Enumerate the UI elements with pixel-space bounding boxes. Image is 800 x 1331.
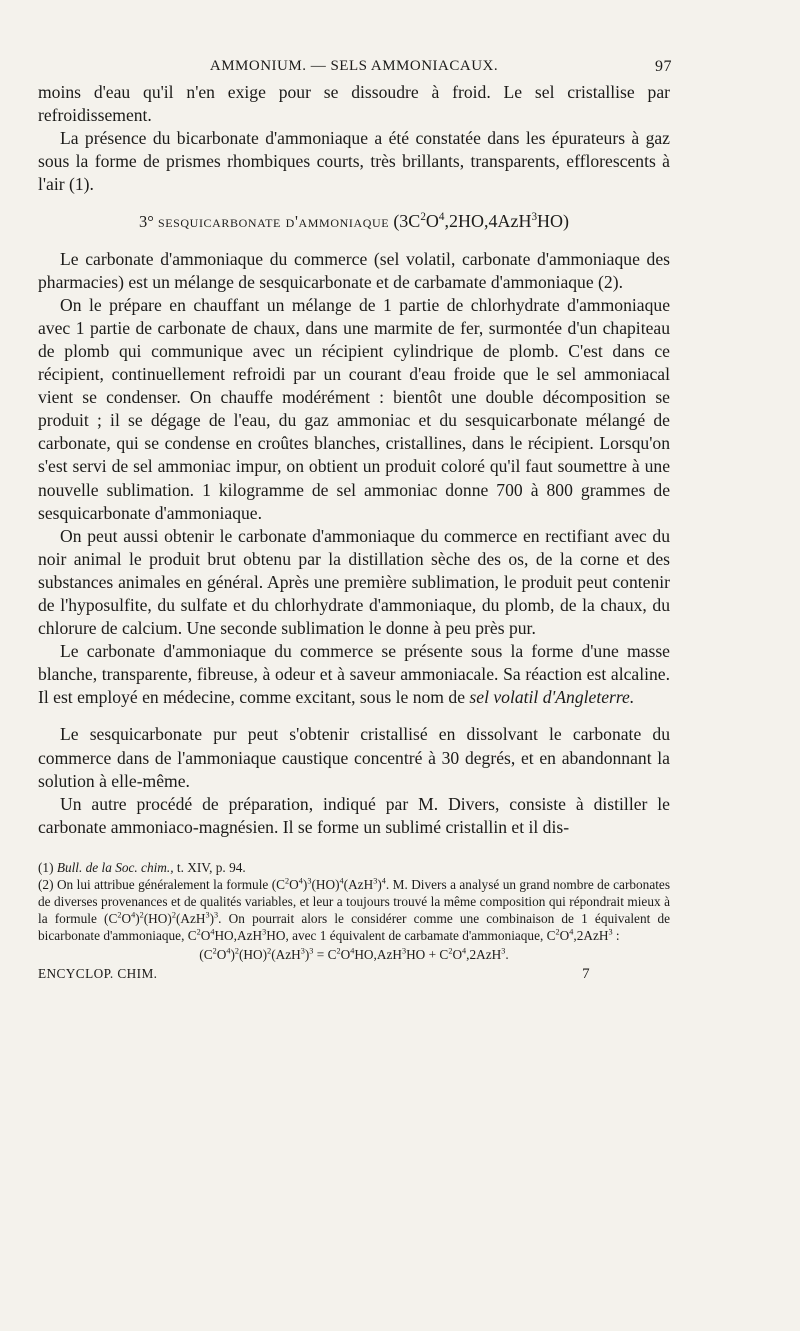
formula: $(C^2O^4)^3(HO)^4(AzH^3)^4$ xyxy=(271,876,386,892)
section-heading xyxy=(38,210,670,233)
footnote-1 xyxy=(38,860,670,877)
paragraph: Le sesquicarbonate pur peut s'obtenir cristallisé en dissolvant le carbonate du commerce dans de l'ammoniaque caustique concentré à 30 degrés, et en abandonnant la solution à elle-même. xyxy=(38,724,670,791)
section-number: 3° xyxy=(138,212,154,232)
paragraph: Le carbonate d'ammoniaque du commerce (sel volatil, carbonate d'ammoniaque des pharmacies) est un mélange de sesquicarbonate et de carbamate d'ammoniaque (2). xyxy=(38,248,670,292)
footnote-mark: (2) xyxy=(38,876,54,892)
section-title: sesquicarbonate d'ammoniaque xyxy=(157,212,390,232)
paragraph: On le prépare en chauffant un mélange de 1 partie de chlorhydrate d'ammoniaque avec 1 partie de carbonate de chaux, dans une marmite de fer, surmontée d'un chapiteau de plomb qui communique avec un récipient cylindrique de plomb. C'est dans ce récipient, continuellement refroidi par un courant d'eau froide que le sel ammoniacal vient se condenser. On chauffe modérément : bientôt une double décomposition se produit ; il se dégage de l'eau, du gaz ammoniac et du sesquicarbonate mélangé de carbonate, qui se condense en croûtes blanches, cristallines, dans le récipient. Lorsqu'on s'est servi de sel ammoniac impur, on obtient un produit coloré qu'il faut soumettre à une nouvelle sublimation. 1 kilogramme de sel ammoniac donne 700 à 800 grammes de sesquicarbonate d'ammoniaque. xyxy=(38,294,670,523)
formula: $C^2O^4HO,AzH^3HO$ xyxy=(187,927,286,943)
paragraph xyxy=(38,640,670,709)
document-page xyxy=(38,58,670,983)
footnote-text: On lui attribue généralement la formule xyxy=(56,876,269,892)
footnotes xyxy=(38,860,670,964)
formula: $(C^2O^4)^2(HO)^2(AzH^3)^3$ xyxy=(104,910,219,926)
formula: $C^2O^4,2AzH^3$ xyxy=(546,927,613,943)
footnote-equation: $(C^2O^4)^2(HO)^2(AzH^3)^3 = C^2O^4HO,AzH^3HO + C^2O^4,2AzH^3$. xyxy=(199,947,509,963)
running-title: AMMONIUM. — SELS AMMONIACAUX. xyxy=(209,58,499,74)
footnote-source: Bull. de la Soc. chim., xyxy=(56,859,174,875)
footnote-mark: (1) xyxy=(38,859,54,875)
footnote-2 xyxy=(38,877,670,945)
footer-left: ENCYCLOP. CHIM. xyxy=(38,966,158,982)
paragraph: moins d'eau qu'il n'en exige pour se dissoudre à froid. Le sel cristallise par refroidissement. xyxy=(38,82,670,126)
footnote-text: . M. Divers a analysé un grand nombre de carbonates de diverses provenances et de qualités variables, et leur a toujours trouvé la même composition qui répondrait mieux à la formule xyxy=(38,876,671,926)
running-header xyxy=(38,58,670,75)
body-text xyxy=(38,81,670,839)
paragraph: On peut aussi obtenir le carbonate d'ammoniaque du commerce en rectifiant avec du noir animal le produit brut obtenu par la distillation sèche des os, de la corne et des substances animales en général. Après une première sublimation, le produit peut contenir de l'hyposulfite, du sulfate et du chlorhydrate d'ammoniaque, du plomb, de la chaux, du chlorure de calcium. Une seconde sublimation le donne à peu près pur. xyxy=(38,525,670,639)
footnote-ref: t. XIV, p. 94. xyxy=(176,859,246,875)
paragraph: La présence du bicarbonate d'ammoniaque a été constatée dans les épurateurs à gaz sous la forme de prismes rhombiques courts, très brillants, transparents, efflorescents à l'air (1). xyxy=(38,128,670,195)
page-number: 97 xyxy=(655,58,672,75)
sheet-signature: 7 xyxy=(582,966,590,983)
footnote-text: , avec 1 équivalent de carbamate d'ammoniaque, xyxy=(285,927,544,943)
paragraph-gap xyxy=(38,709,670,723)
paragraph: Un autre procédé de préparation, indiqué par M. Divers, consiste à distiller le carbonate ammoniaco-magnésien. Il se forme un sublimé cristallin et il dis- xyxy=(38,793,670,837)
paragraph-text: Le carbonate d'ammoniaque du commerce se présente sous la forme d'une masse blanche, transparente, fibreuse, à odeur et à saveur ammoniacale. Sa réaction est alcaline. Il est employé en médecine, comme excitant, sous le nom de xyxy=(38,641,670,708)
footnote-text: . On pourrait alors le considérer comme une combinaison de 1 équivalent de bicarbonate d'ammoniaque, xyxy=(38,910,671,943)
italic-term: sel volatil d'Angleterre. xyxy=(469,687,635,708)
page-footer xyxy=(38,966,670,983)
section-formula: $(3C^2O^4,2HO,4AzH^3HO)$ xyxy=(393,211,570,232)
footnote-text: : xyxy=(612,927,620,943)
